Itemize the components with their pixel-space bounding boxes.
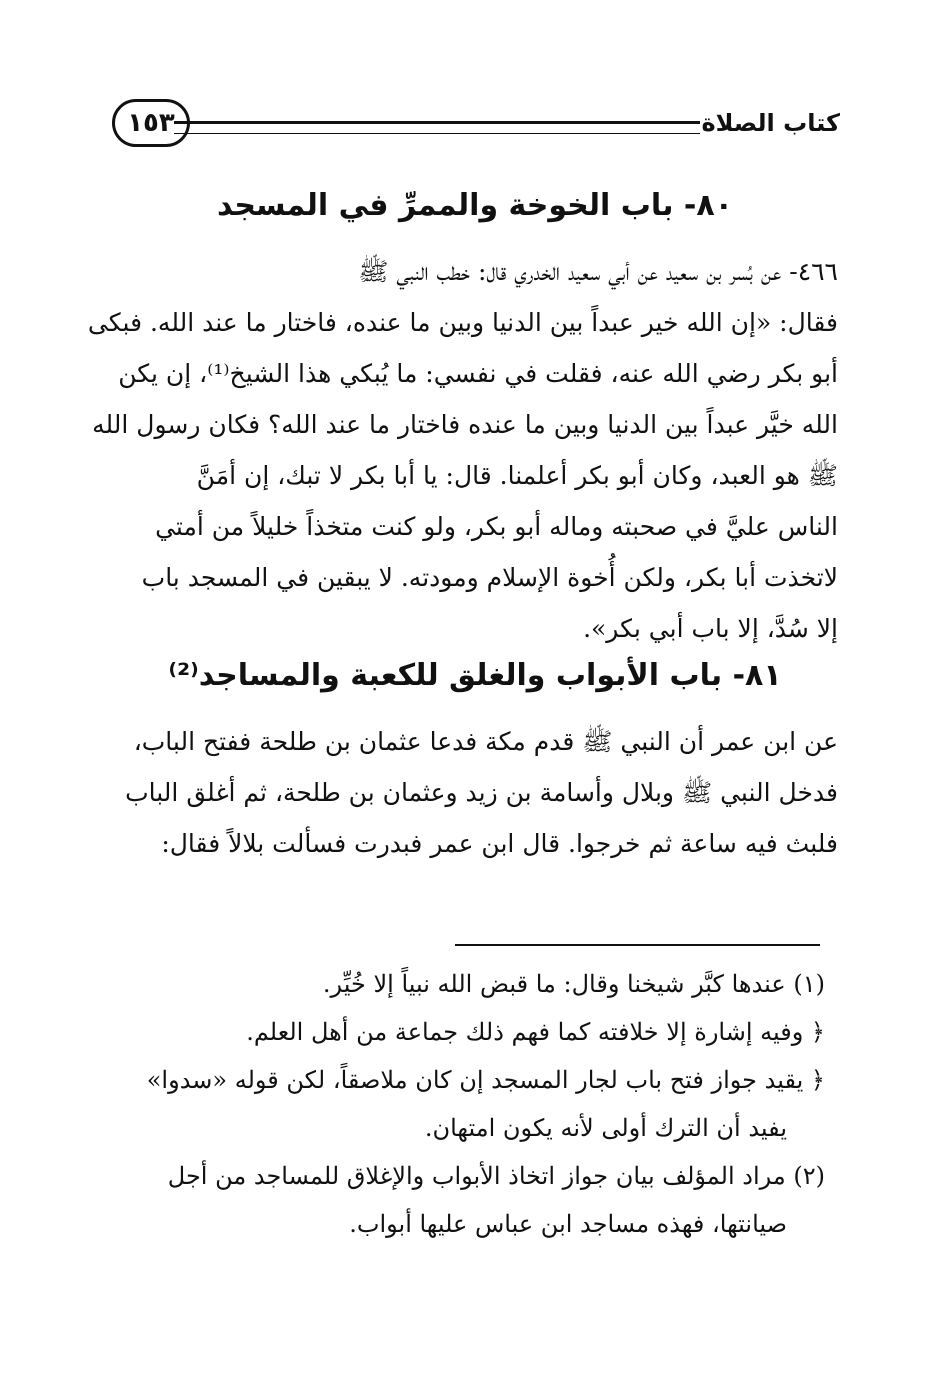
text-line: أبو بكر رضي الله عنه، فقلت في نفسي: ما يُبكي هذا الشيخ⁽¹⁾، إن يكن — [118, 359, 838, 388]
running-header — [112, 95, 840, 151]
text-line: لاتخذت أبا بكر، ولكن أُخوة الإسلام ومودته. لا يبقين في المسجد باب — [141, 563, 838, 592]
text-line: فقال: «إن الله خير عبداً بين الدنيا وبين ما عنده، فاختار ما عند الله. فبكى — [87, 308, 838, 337]
text-line: ﷺ هو العبد، وكان أبو بكر أعلمنا. قال: يا أبا بكر لا تبك، إن أمَنَّ — [196, 461, 838, 490]
book-title: كتاب الصلاة — [701, 109, 840, 137]
header-rule — [174, 121, 700, 134]
footnote-line: ﴿ يقيد جواز فتح باب لجار المسجد إن كان ملاصقاً، لكن قوله «سدوا» — [146, 1066, 825, 1094]
page-number: ١٥٣ — [112, 99, 190, 147]
section-heading: ٨٠- باب الخوخة والممرِّ في المسجد — [217, 188, 733, 223]
hadith-paragraph — [108, 716, 838, 869]
footnote-divider — [455, 944, 820, 946]
footnote-line: (٢) مراد المؤلف بيان جواز اتخاذ الأبواب والإغلاق للمساجد من أجل — [167, 1162, 825, 1190]
section-heading: ٨١- باب الأبواب والغلق للكعبة والمساجد⁽²⁾ — [168, 658, 782, 693]
text-line: فلبث فيه ساعة ثم خرجوا. قال ابن عمر فبدرت فسألت بلالاً فقال: — [161, 829, 838, 858]
text-line: الناس عليَّ في صحبته وماله أبو بكر، ولو كنت متخذاً خليلاً من أمتي — [155, 512, 838, 541]
footnotes — [100, 960, 825, 1248]
text-line: فدخل النبي ﷺ وبلال وأسامة بن زيد وعثمان بن طلحة، ثم أغلق الباب — [125, 778, 838, 807]
footnote-line: صيانتها، فهذه مساجد ابن عباس عليها أبواب. — [349, 1210, 787, 1238]
footnote-line: (١) عندها كبَّر شيخنا وقال: ما قبض الله نبياً إلا خُيِّر. — [322, 970, 825, 998]
footnote-line: يفيد أن الترك أولى لأنه يكون امتهان. — [424, 1114, 787, 1142]
text-line: إلا سُدَّ، إلا باب أبي بكر». — [583, 614, 838, 643]
footnote-line: ﴿ وفيه إشارة إلا خلافته كما فهم ذلك جماعة من أهل العلم. — [246, 1018, 825, 1046]
text-line: عن ابن عمر أن النبي ﷺ قدم مكة فدعا عثمان بن طلحة ففتح الباب، — [133, 727, 838, 756]
text-line: الله خيَّر عبداً بين الدنيا وبين ما عنده فاختار ما عند الله؟ فكان رسول الله — [92, 410, 838, 439]
hadith-paragraph — [87, 246, 838, 654]
text-line: ٤٦٦- عن بُسر بن سعيد عن أبي سعيد الخدري قال: خطب النبي ﷺ — [358, 257, 838, 286]
